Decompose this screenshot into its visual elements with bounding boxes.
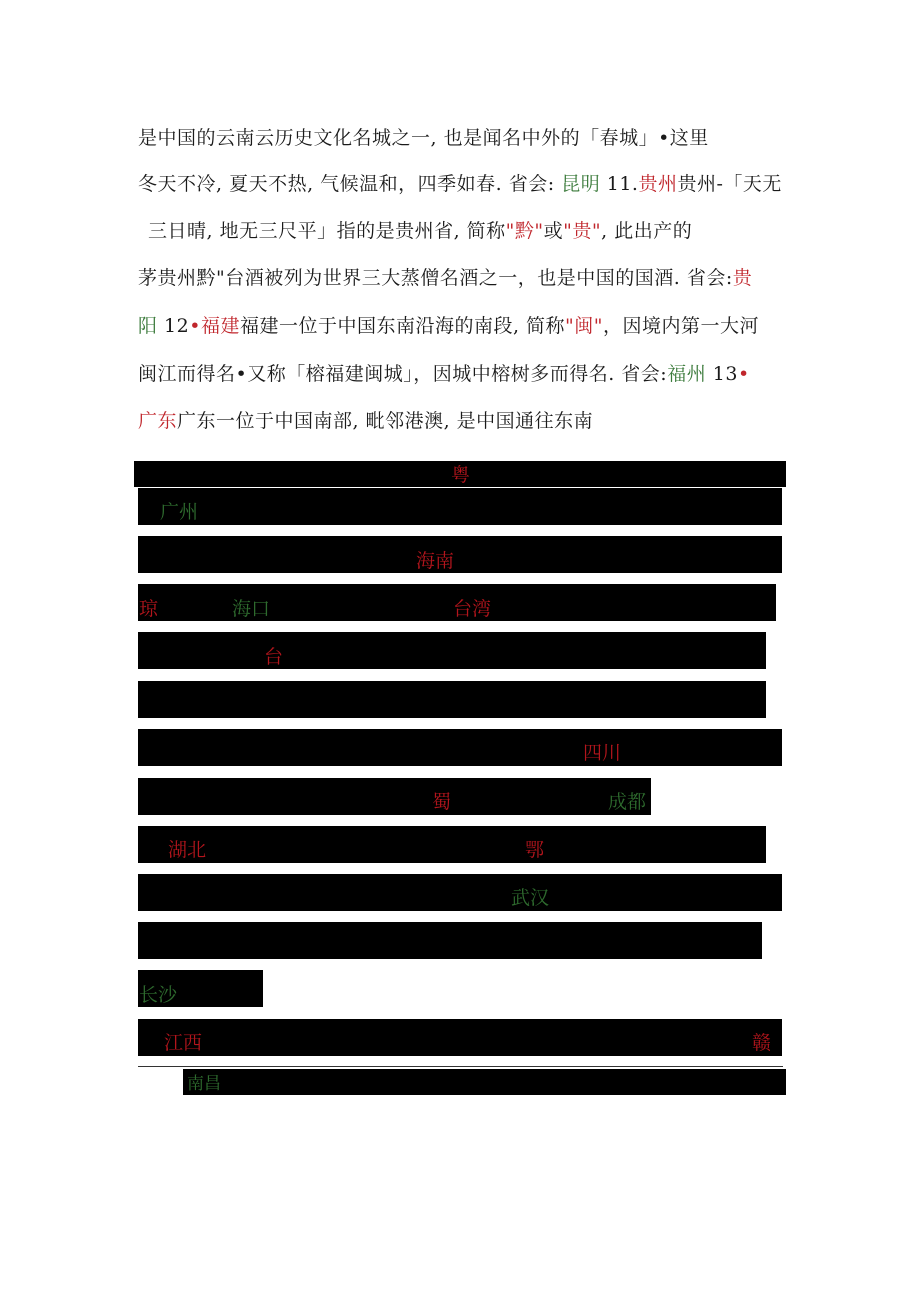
table-bar: [138, 536, 782, 573]
text-run: 贵州-「天无: [677, 173, 782, 195]
table-bar: [138, 922, 762, 959]
abbr-gui: "贵": [563, 220, 602, 242]
label-taiwan: 台湾: [453, 598, 492, 620]
abbr-min: "闽": [565, 315, 604, 337]
capital-kunming: 昆明: [561, 173, 601, 195]
text-line-3: [148, 219, 692, 243]
table-bar: [138, 681, 766, 718]
text-run: 冬天不冷, 夏天不热, 气候温和，四季如春. 省会:: [138, 173, 562, 195]
table-bar: [138, 1019, 782, 1056]
label-e: 鄂: [525, 839, 545, 861]
province-guangdong: 广东: [138, 410, 178, 432]
text-run: 闽江而得名•又称「榕福建闽城」，因城中榕树多而得名. 省会:: [138, 363, 668, 385]
text-run: 三日晴, 地无三尺平」指的是贵州省, 简称: [148, 220, 506, 242]
text-run: 13: [706, 363, 738, 385]
divider: [138, 1066, 783, 1067]
table-bar: [138, 729, 782, 766]
text-run: ，因境内第一大河: [603, 315, 760, 337]
table-bar: [138, 488, 782, 525]
label-qiong: 琼: [139, 598, 159, 620]
text-run: 茅贵州黔"台酒被列为世界三大蒸僧名酒之一，也是中国的国酒. 省会:: [138, 267, 733, 289]
label-chengdu: 成都: [608, 791, 647, 813]
label-sichuan: 四川: [583, 742, 622, 764]
label-wuhan: 武汉: [511, 887, 550, 909]
text-line-5: [138, 314, 759, 338]
label-tai: 台: [264, 646, 284, 668]
label-hubei: 湖北: [168, 839, 207, 861]
capital-guiyang-part1: 贵: [732, 267, 753, 289]
table-bar: [138, 826, 766, 863]
text-line-2: [138, 172, 782, 196]
text-run: 或: [543, 220, 564, 242]
text-line-4: [138, 266, 752, 290]
capital-guiyang-part2: 阳: [138, 315, 158, 337]
abbr-qian: "黔": [505, 220, 544, 242]
text-line-1: [138, 126, 709, 150]
label-shu: 蜀: [432, 791, 452, 813]
capital-fuzhou: 福州: [667, 363, 707, 385]
bullet: •: [737, 363, 750, 385]
label-guangzhou: 广州: [160, 501, 199, 523]
table-bar: [183, 1069, 786, 1095]
label-nanchang: 南昌: [187, 1074, 221, 1094]
text-run: 福建一位于中国东南沿海的南段, 简称: [239, 315, 566, 337]
label-jiangxi: 江西: [164, 1032, 203, 1054]
text-run: , 此出产的: [601, 220, 693, 242]
label-hainan: 海南: [416, 550, 455, 572]
text-run: 广东一位于中国南部, 毗邻港澳, 是中国通往东南: [177, 410, 594, 432]
label-haikou: 海口: [232, 598, 271, 620]
text-run: 11.: [600, 173, 639, 195]
label-changsha: 长沙: [139, 984, 178, 1006]
province-fujian: •福建: [189, 315, 240, 337]
table-bar: [138, 632, 766, 669]
table-bar: [138, 874, 782, 911]
text-run: 12: [157, 315, 190, 337]
text-run: 是中国的云南云历史文化名城之一, 也是闻名中外的「春城」•这里: [138, 127, 709, 149]
label-gan: 赣: [752, 1032, 772, 1054]
label-yue: 粤: [451, 464, 471, 486]
province-guizhou: 贵州: [638, 173, 678, 195]
text-line-6: [138, 362, 750, 386]
table-bar: [138, 778, 651, 815]
text-line-7: [138, 409, 593, 433]
